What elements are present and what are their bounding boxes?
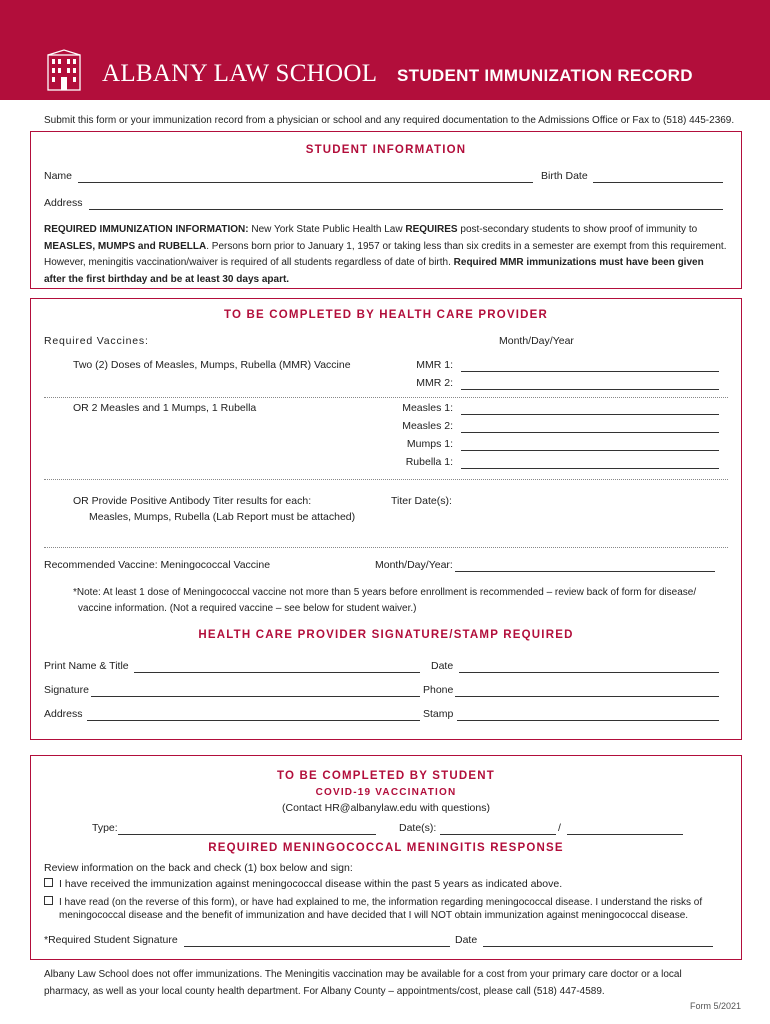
rubella1-date-field[interactable] — [461, 468, 719, 469]
address-field[interactable] — [89, 209, 723, 210]
stamp-label: Stamp — [423, 708, 454, 720]
date-separator: / — [558, 822, 561, 834]
health-care-provider-section — [30, 298, 742, 740]
birth-date-label: Birth Date — [541, 170, 588, 182]
section-heading: STUDENT INFORMATION — [305, 144, 467, 156]
mmr1-date-field[interactable] — [461, 371, 719, 372]
building-icon — [47, 49, 81, 91]
covid-type-label: Type: — [92, 822, 118, 834]
mmr2-date-field[interactable] — [461, 389, 719, 390]
review-text: Review information on the back and check (1) box below and sign: — [44, 862, 353, 874]
phone-label: Phone — [423, 684, 454, 696]
note-line-1: *Note: At least 1 dose of Meningococcal vaccine not more than 5 years before enrollment is recommended – review back of form for disease/ — [73, 587, 697, 598]
name-label: Name — [44, 170, 73, 182]
print-name-field[interactable] — [134, 672, 420, 673]
address-label: Address — [44, 197, 83, 209]
titer-dates-label: Titer Date(s): — [391, 495, 452, 507]
titer-option-label: OR Provide Positive Antibody Titer results for each: — [73, 495, 312, 507]
recommended-date-label: Month/Day/Year: — [375, 559, 453, 571]
mmr-option-label: Two (2) Doses of Measles, Mumps, Rubella (MMR) Vaccine — [73, 359, 351, 371]
student-date-label: Date — [455, 934, 478, 946]
signature-field[interactable] — [91, 696, 420, 697]
measles2-date-field[interactable] — [461, 432, 719, 433]
name-field[interactable] — [78, 182, 533, 183]
note-line-2: vaccine information. (Not a required vaccine – see below for student waiver.) — [78, 603, 417, 614]
covid-dates-label: Date(s): — [399, 822, 437, 834]
measles2-label: Measles 2: — [402, 420, 453, 432]
form-version: Form 5/2021 — [690, 1001, 742, 1011]
date-label: Date — [431, 660, 454, 672]
signature-heading: HEALTH CARE PROVIDER SIGNATURE/STAMP REQUIRED — [198, 629, 574, 641]
option-received: I have received the immunization against meningococcal disease within the past 5 years as indicated above. — [44, 878, 562, 890]
student-signature-field[interactable] — [184, 946, 450, 947]
student-date-field[interactable] — [483, 946, 713, 947]
checkbox-icon[interactable] — [44, 896, 53, 905]
covid-heading: COVID-19 VACCINATION — [315, 787, 457, 798]
covid-date2-field[interactable] — [567, 834, 683, 835]
mmr2-label: MMR 2: — [416, 377, 453, 389]
covid-date1-field[interactable] — [440, 834, 556, 835]
mumps1-date-field[interactable] — [461, 450, 719, 451]
divider — [44, 479, 728, 480]
meningitis-heading: REQUIRED MENINGOCOCCAL MENINGITIS RESPONSE — [208, 842, 564, 854]
divider — [44, 397, 728, 398]
mmr1-label: MMR 1: — [416, 359, 453, 371]
signature-label: Signature — [44, 684, 89, 696]
student-section — [30, 755, 742, 960]
provider-date-field[interactable] — [459, 672, 719, 673]
section-heading: TO BE COMPLETED BY HEALTH CARE PROVIDER — [223, 309, 549, 321]
birth-date-field[interactable] — [593, 182, 723, 183]
option-declined: I have read (on the reverse of this form), or have had explained to me, the information regarding meningococcal disease. I understand the risks of — [44, 896, 702, 908]
covid-type-field[interactable] — [118, 834, 376, 835]
requirements-text: REQUIRED IMMUNIZATION INFORMATION: New York State Public Health Law REQUIRES post-secondary students to show proof of immunity to MEASLES, MUMPS and RUBELLA. Persons born prior to January 1, 1957 or taking less than six credits in a semester are exempt from this requirement. However, meningitis vaccination/waiver is required of all students regardless of date of birth. Required MMR immunizations must have been given after the first birthday and be at least 30 days apart. — [44, 224, 727, 285]
mumps1-label: Mumps 1: — [406, 438, 453, 450]
footer-text: Albany Law School does not offer immunizations. The Meningitis vaccination may be available for a cost from your primary care doctor or a local pharmacy, as well as your local county health department. For Albany County – appointments/cost, please call (518) 447-4589. — [44, 969, 682, 997]
date-column-label: Month/Day/Year — [499, 335, 574, 347]
phone-field[interactable] — [455, 696, 719, 697]
section-heading: TO BE COMPLETED BY STUDENT — [277, 770, 495, 782]
meningococcal-date-field[interactable] — [455, 571, 715, 572]
student-information-section — [30, 131, 742, 289]
stamp-field[interactable] — [457, 720, 719, 721]
recommended-vaccine-label: Recommended Vaccine: Meningococcal Vaccine — [44, 559, 271, 571]
contact-text: (Contact HR@albanylaw.edu with questions) — [282, 802, 490, 814]
address-label: Address — [44, 708, 83, 720]
print-name-label: Print Name & Title — [44, 660, 129, 672]
titer-option-detail: Measles, Mumps, Rubella (Lab Report must be attached) — [89, 511, 356, 523]
measles1-date-field[interactable] — [461, 414, 719, 415]
student-signature-label: *Required Student Signature — [44, 934, 178, 946]
form-title: STUDENT IMMUNIZATION RECORD — [397, 66, 693, 85]
required-vaccines-label: Required Vaccines: — [44, 335, 149, 347]
option-declined-line-2: meningococcal disease and the benefit of immunization and have decided that I will NOT obtain immunization against meningococcal disease. — [59, 910, 689, 921]
checkbox-icon[interactable] — [44, 878, 53, 887]
rubella1-label: Rubella 1: — [405, 456, 453, 468]
header-banner — [0, 0, 770, 100]
alt-option-label: OR 2 Measles and 1 Mumps, 1 Rubella — [73, 402, 257, 414]
school-name: ALBANY LAW SCHOOL — [102, 60, 378, 87]
divider — [44, 547, 728, 548]
provider-address-field[interactable] — [87, 720, 420, 721]
measles1-label: Measles 1: — [402, 402, 453, 414]
intro-text: Submit this form or your immunization record from a physician or school and any required documentation to the Admissions Office or Fax to (518) 445-2369. — [44, 115, 735, 126]
